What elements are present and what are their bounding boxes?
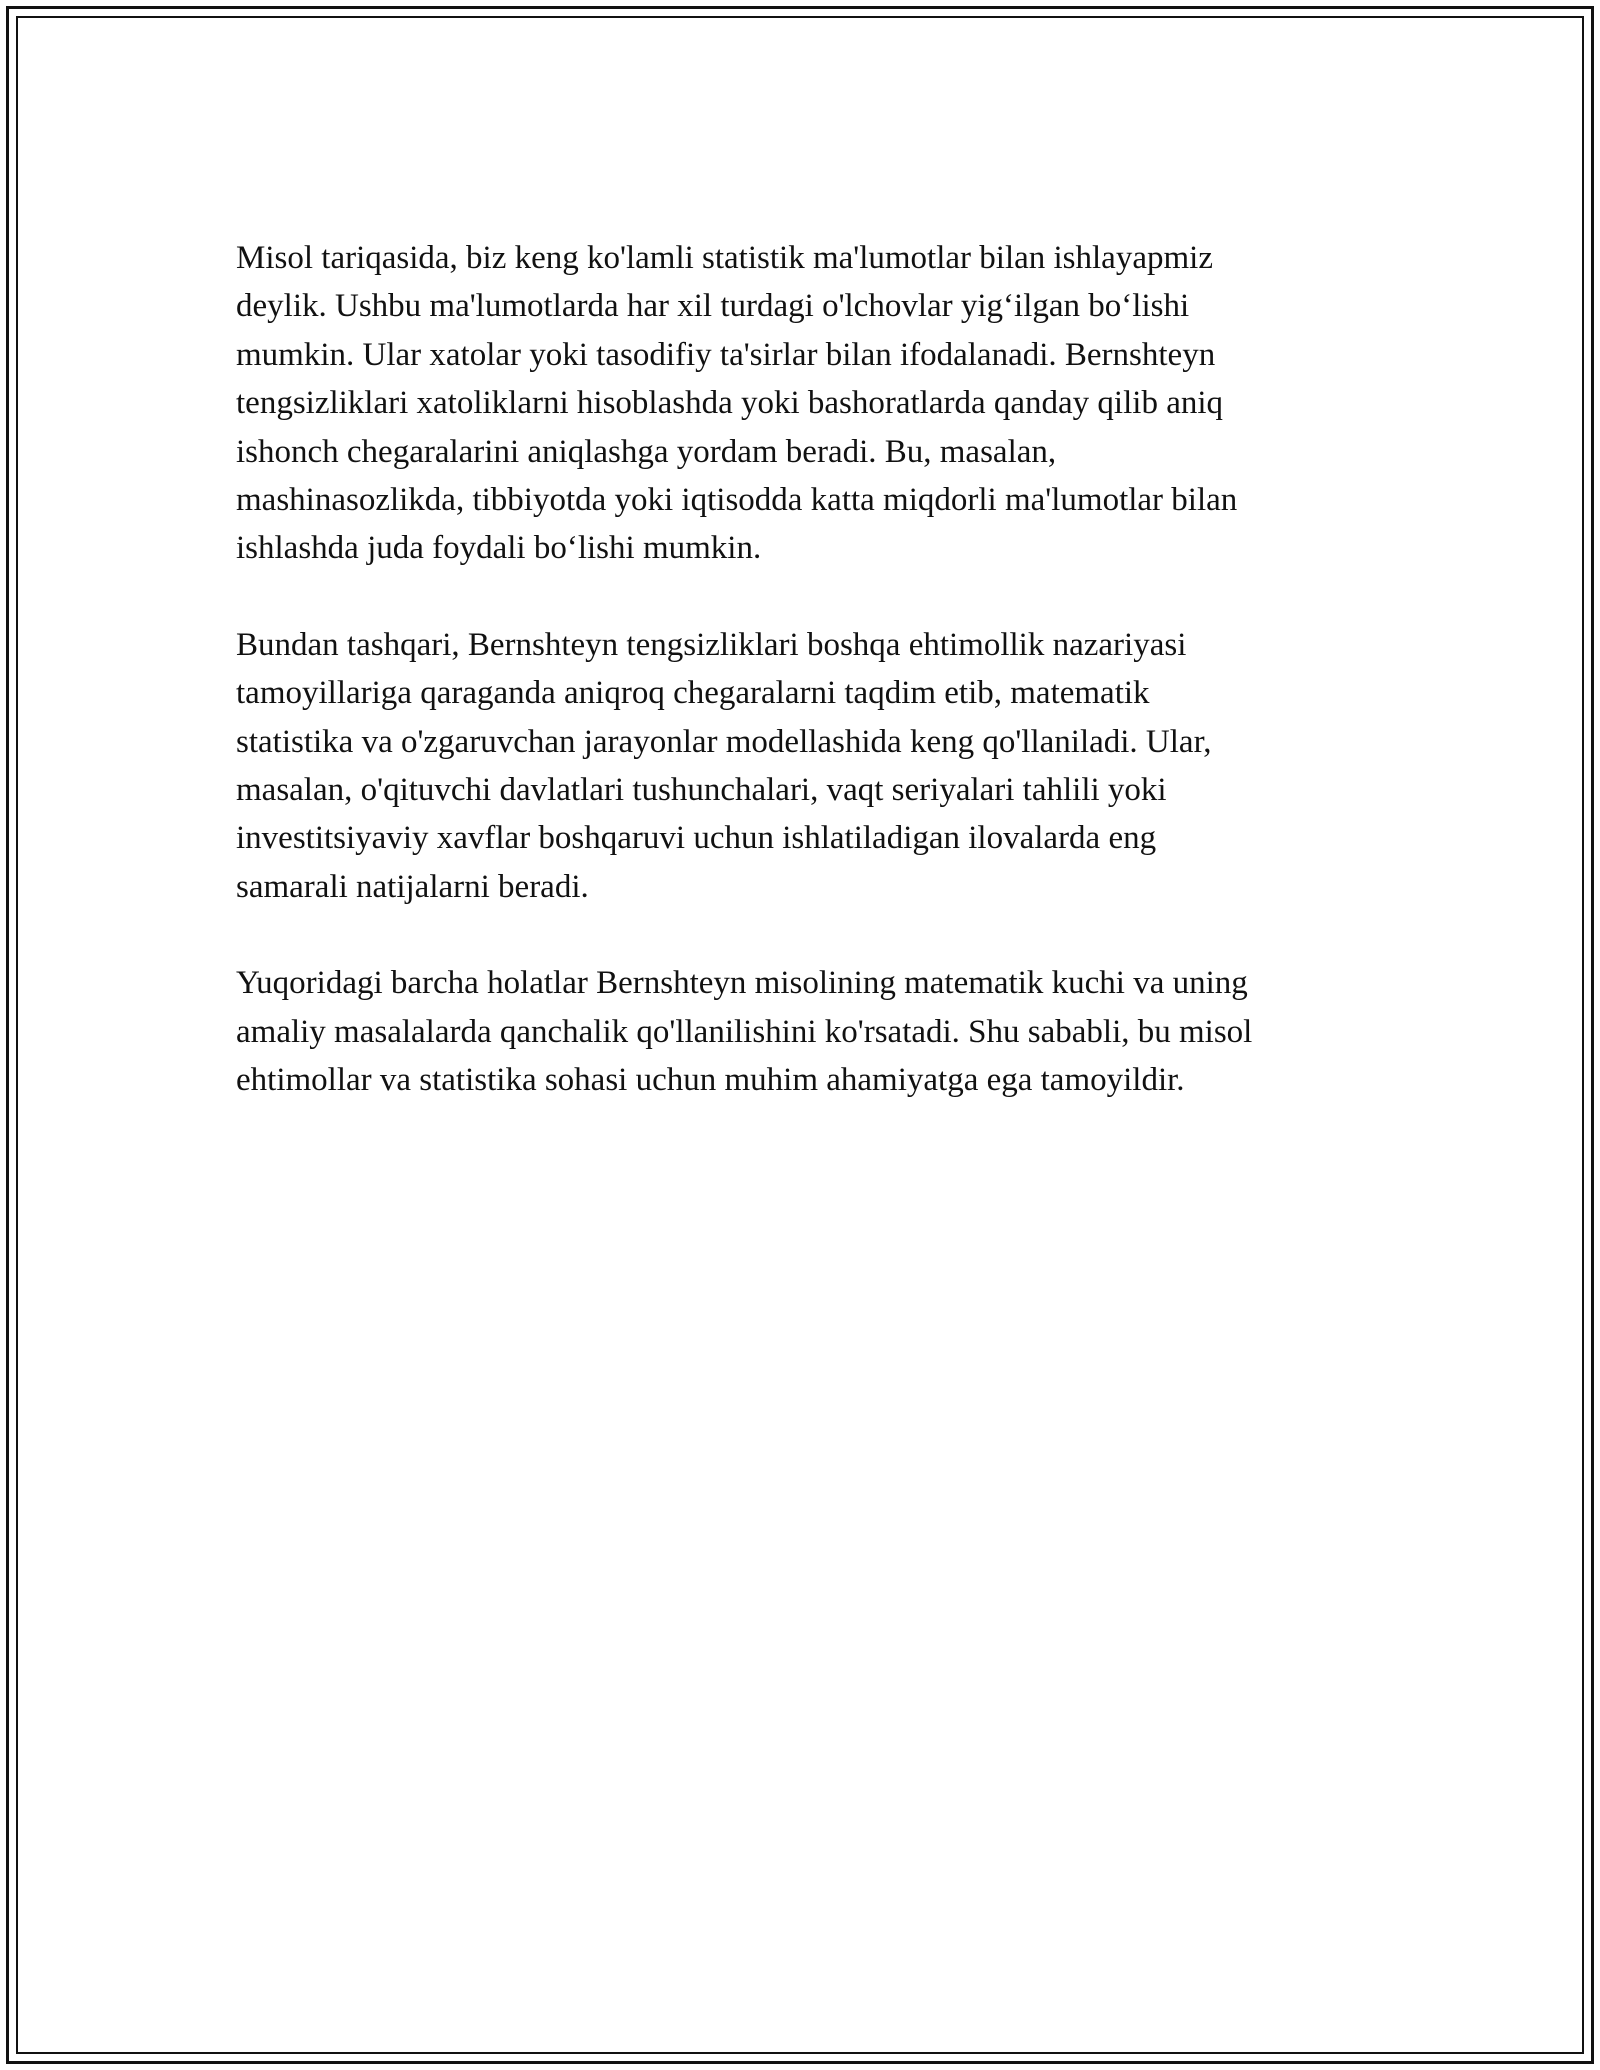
text-line: statistika va o'zgaruvchan jarayonlar modellashida keng qo'llaniladi. Ular,: [236, 723, 1212, 760]
text-line: deylik. Ushbu ma'lumotlarda har xil turdagi o'lchovlar yig‘ilgan bo‘lishi: [236, 288, 1190, 325]
text-line: ishonch chegaralarini aniqlashga yordam beradi. Bu, masalan,: [236, 433, 1057, 470]
text-line: tamoyillariga qaraganda aniqroq chegaralarni taqdim etib, matematik: [236, 675, 1150, 712]
text-line: amaliy masalalarda qanchalik qo'llanilishini ko'rsatadi. Shu sababli, bu misol: [236, 1013, 1253, 1050]
text-line: ishlashda juda foydali bo‘lishi mumkin.: [236, 530, 762, 567]
paragraph-1: [236, 234, 1386, 573]
text-line: mashinasozlikda, tibbiyotda yoki iqtisodda katta miqdorli ma'lumotlar bilan: [236, 482, 1238, 519]
paragraph-2: [236, 621, 1386, 911]
text-line: mumkin. Ular xatolar yoki tasodifiy ta'sirlar bilan ifodalanadi. Bernshteyn: [236, 336, 1216, 373]
text-line: Misol tariqasida, biz keng ko'lamli statistik ma'lumotlar bilan ishlayapmiz: [236, 240, 1213, 276]
text-line: Yuqoridagi barcha holatlar Bernshteyn misolining matematik kuchi va uning: [236, 965, 1248, 1002]
text-line: tengsizliklari xatoliklarni hisoblashda yoki bashoratlarda qanday qilib aniq: [236, 385, 1224, 422]
text-line: investitsiyaviy xavflar boshqaruvi uchun ishlatiladigan ilovalarda eng: [236, 820, 1157, 857]
document-body: [236, 234, 1386, 1153]
paragraph-3: [236, 959, 1386, 1104]
text-line: Bundan tashqari, Bernshteyn tengsizliklari boshqa ehtimollik nazariyasi: [236, 626, 1187, 663]
text-line: ehtimollar va statistika sohasi uchun muhim ahamiyatga ega tamoyildir.: [236, 1062, 1185, 1099]
text-line: masalan, o'qituvchi davlatlari tushunchalari, vaqt seriyalari tahlili yoki: [236, 772, 1167, 809]
text-line: samarali natijalarni beradi.: [236, 868, 589, 905]
